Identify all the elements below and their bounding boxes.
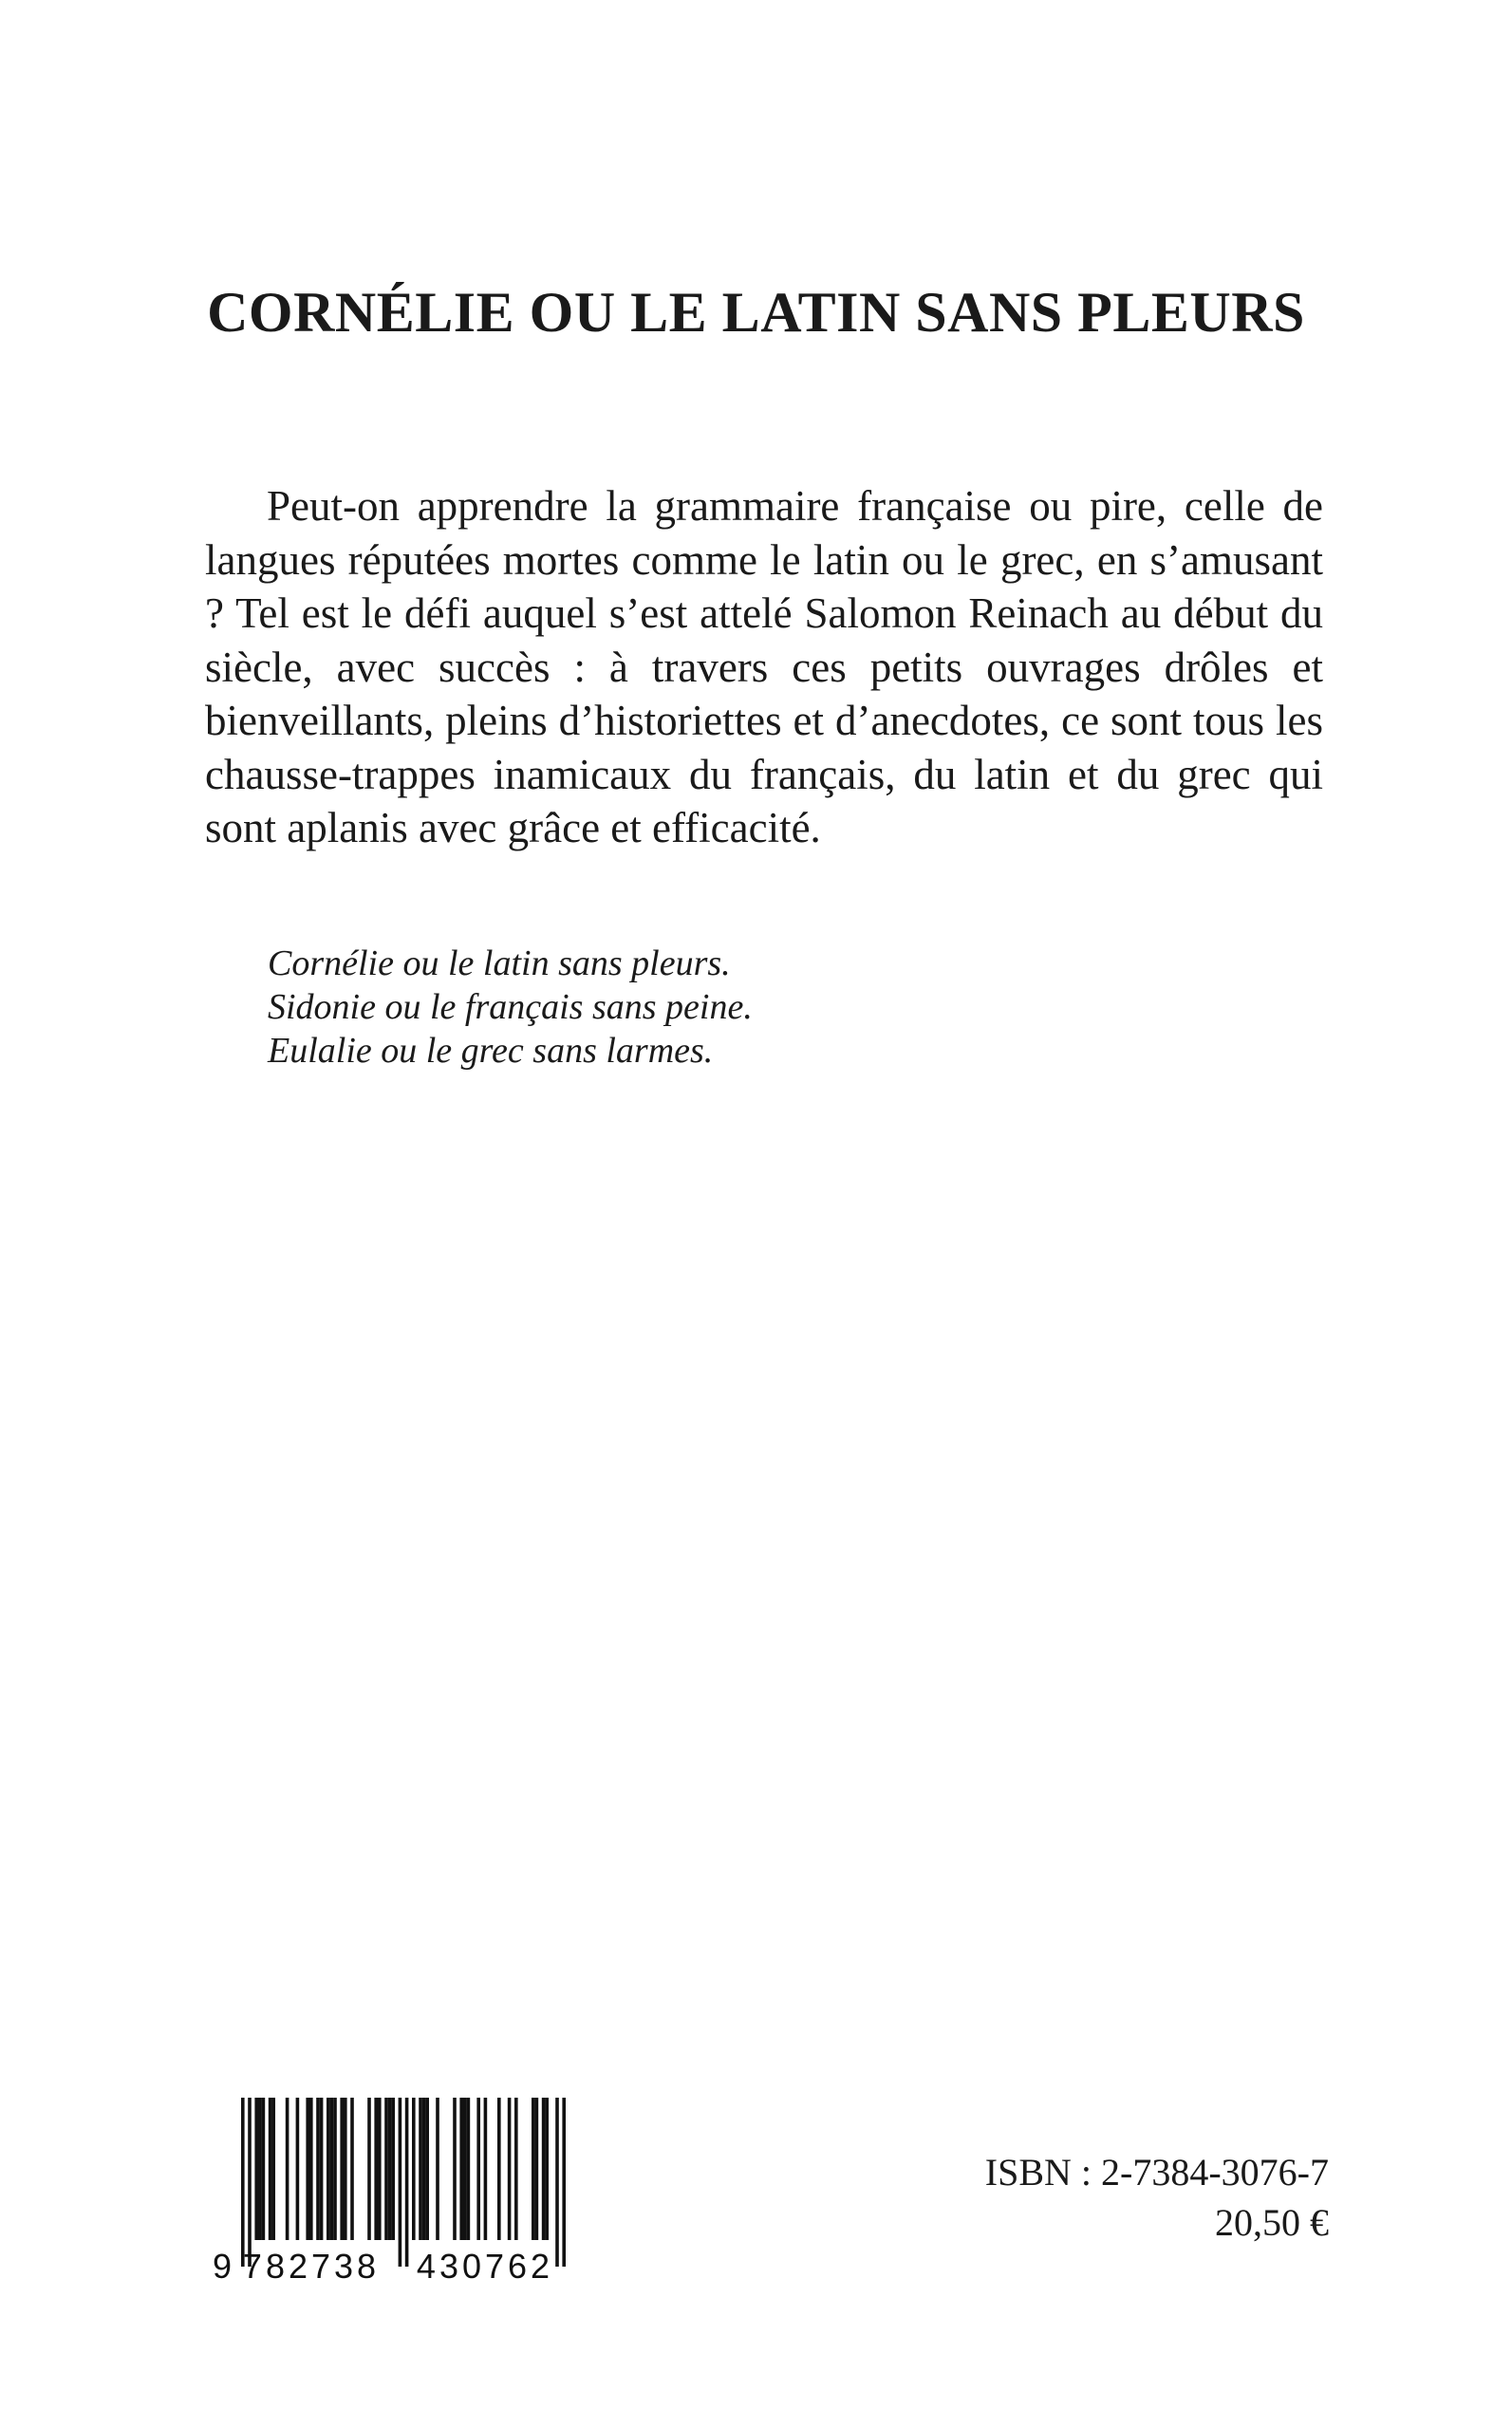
barcode-bar [306, 2098, 309, 2240]
barcode-bar [391, 2098, 395, 2240]
barcode-bar [422, 2098, 426, 2240]
barcode-bar [484, 2098, 488, 2240]
barcode-bar [535, 2098, 539, 2240]
book-title: CORNÉLIE OU LE LATIN SANS PLEURS [207, 281, 1305, 344]
barcode-bar [542, 2098, 546, 2240]
price: 20,50 € [1215, 2201, 1329, 2244]
barcode-bar [476, 2098, 480, 2240]
barcode-bar [286, 2098, 289, 2240]
barcode-left-digits: 782738 [242, 2247, 381, 2283]
barcode-bar [262, 2098, 266, 2240]
barcode-bar [463, 2098, 467, 2240]
barcode-bar [436, 2098, 439, 2240]
barcode-bar [497, 2098, 501, 2240]
barcode-bar [508, 2098, 512, 2240]
barcode-bar [367, 2098, 371, 2240]
barcode-bar [269, 2098, 272, 2240]
barcode-bar [425, 2098, 429, 2240]
barcode [205, 2098, 590, 2283]
barcode-bar [374, 2098, 378, 2240]
barcode-bar [350, 2098, 354, 2240]
barcode-bar [340, 2098, 344, 2240]
barcode-bar [467, 2098, 471, 2240]
barcode-bar [419, 2098, 422, 2240]
barcode-bar [330, 2098, 334, 2240]
barcode-bar [309, 2098, 313, 2240]
series-list [268, 942, 753, 1073]
barcode-bar [333, 2098, 337, 2240]
barcode-bar [405, 2098, 409, 2267]
barcode-bar [254, 2098, 258, 2240]
barcode-bar [545, 2098, 549, 2240]
barcode-bar [241, 2098, 245, 2267]
barcode-bar [453, 2098, 457, 2240]
barcode-bar [296, 2098, 300, 2240]
barcode-bar [555, 2098, 559, 2267]
barcode-bar [412, 2098, 416, 2240]
barcode-bar [344, 2098, 347, 2240]
barcode-bar [271, 2098, 275, 2240]
barcode-bar [248, 2098, 252, 2267]
barcode-bar [562, 2098, 566, 2267]
barcode-bars [241, 2098, 566, 2267]
barcode-bar [514, 2098, 518, 2240]
barcode-bar [320, 2098, 324, 2240]
barcode-first-digit: 9 [213, 2247, 233, 2283]
barcode-right-digits: 430762 [416, 2247, 554, 2283]
barcode-bar [532, 2098, 535, 2240]
barcode-bar [459, 2098, 463, 2240]
barcode-bar [327, 2098, 330, 2240]
barcode-bar [399, 2098, 402, 2267]
barcode-bar [378, 2098, 382, 2240]
series-item-sidonie: Sidonie ou le français sans peine. [268, 987, 753, 1027]
series-item-cornelie: Cornélie ou le latin sans pleurs. [268, 943, 731, 983]
barcode-bar [258, 2098, 262, 2240]
series-item-eulalie: Eulalie ou le grec sans larmes. [268, 1031, 714, 1071]
back-cover-summary: Peut-on apprendre la grammaire française ou pire, celle de langues réputées mortes comme le latin ou le grec, en s’amusant ? Tel est le défi auquel s’est attelé Salomon Reinach au début du siècle, avec succès : à travers ces petits ouvrages drôles et bienveillants, pleins d’historiettes et d’anecdotes, ce sont tous les chausse-trappes inamicaux du français, du latin et du grec qui sont aplanis avec grâce et efficacité. [205, 482, 1323, 851]
barcode-bar [388, 2098, 392, 2240]
isbn-number: ISBN : 2-7384-3076-7 [984, 2151, 1329, 2194]
barcode-bar [316, 2098, 320, 2240]
barcode-bar [384, 2098, 388, 2240]
